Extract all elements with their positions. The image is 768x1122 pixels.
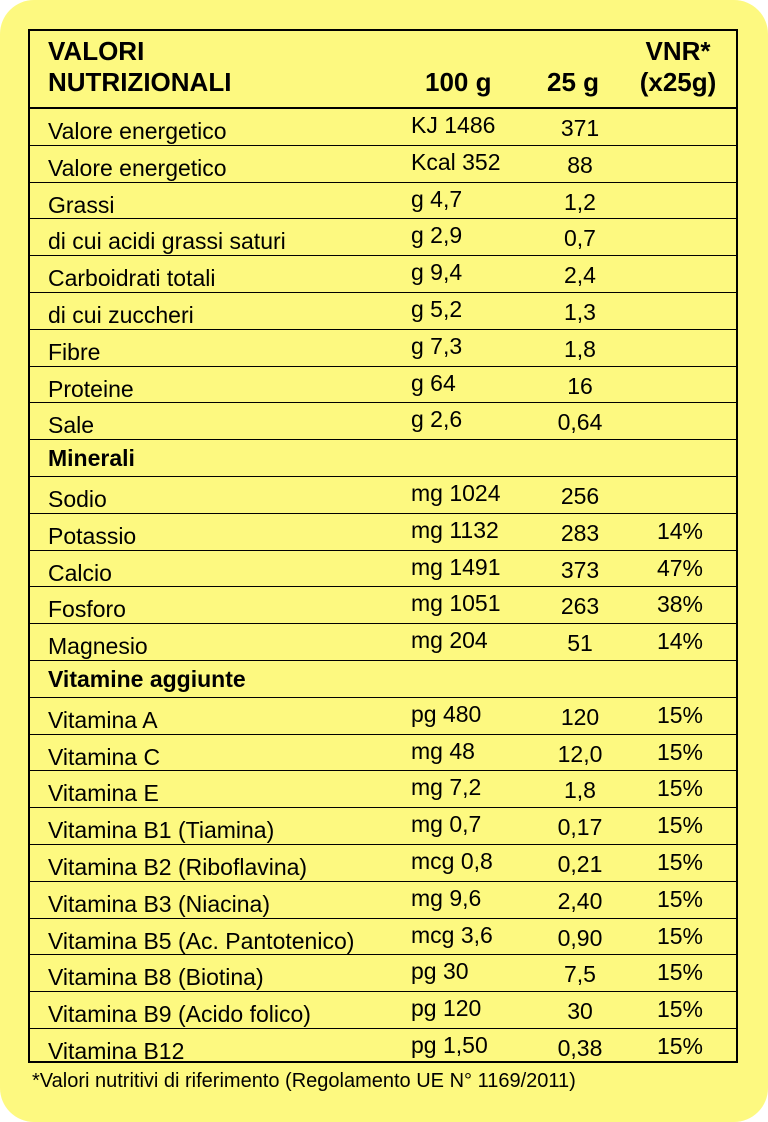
footnote: *Valori nutritivi di riferimento (Regolamento UE N° 1169/2011) <box>32 1070 576 1092</box>
value-vnr: 15% <box>656 959 704 986</box>
table-row <box>30 330 736 367</box>
value-per-100g: mg 9,6 <box>411 884 482 911</box>
value-vnr: 14% <box>656 628 704 655</box>
value-vnr: 38% <box>656 591 704 618</box>
nutrient-name: Magnesio <box>48 633 148 660</box>
table-header <box>30 31 736 109</box>
nutrient-name: Potassio <box>48 522 137 549</box>
nutrient-name: Calcio <box>48 559 112 586</box>
table-row <box>30 146 736 183</box>
value-per-100g: g 4,7 <box>411 185 463 212</box>
table-row <box>30 367 736 404</box>
value-per-100g: g 2,6 <box>411 406 463 433</box>
table-row <box>30 955 736 992</box>
table-row <box>30 477 736 514</box>
value-per-100g: g 2,9 <box>411 222 463 249</box>
nutrient-name: Valore energetico <box>48 154 227 181</box>
value-per-25g: 1,2 <box>564 188 596 215</box>
value-per-25g: 2,4 <box>564 262 596 289</box>
nutrient-name: Proteine <box>48 375 134 402</box>
nutrient-name: Vitamine aggiunte <box>48 666 246 692</box>
value-per-100g: pg 1,50 <box>411 1032 488 1058</box>
value-per-25g: 12,0 <box>557 740 603 767</box>
nutrient-name: Carboidrati totali <box>48 265 216 292</box>
nutrition-table <box>28 29 738 1063</box>
nutrient-name: Vitamina B8 (Biotina) <box>48 964 264 991</box>
value-per-100g: g 9,4 <box>411 259 463 286</box>
nutrient-name: Sale <box>48 412 95 439</box>
value-vnr: 15% <box>656 849 704 875</box>
value-per-100g: KJ 1486 <box>411 112 496 138</box>
value-per-25g: 51 <box>567 630 593 657</box>
table-row <box>30 293 736 330</box>
table-row <box>30 587 736 624</box>
value-vnr: 15% <box>656 1033 704 1059</box>
value-per-100g: g 7,3 <box>411 332 463 359</box>
nutrient-name: Sodio <box>48 486 107 512</box>
value-per-100g: mg 204 <box>411 627 488 654</box>
value-per-25g: 1,3 <box>564 299 596 325</box>
value-per-100g: mg 7,2 <box>411 774 482 801</box>
value-vnr: 14% <box>656 517 704 544</box>
table-row <box>30 624 736 661</box>
value-per-100g: mg 1491 <box>411 553 501 580</box>
section-row <box>30 440 736 477</box>
table-row <box>30 919 736 956</box>
value-vnr: 47% <box>656 554 704 581</box>
value-per-25g: 256 <box>560 483 600 509</box>
value-vnr: 15% <box>656 996 704 1023</box>
value-per-25g: 30 <box>567 998 593 1025</box>
nutrient-name: Vitamina B12 <box>48 1038 185 1064</box>
value-vnr: 15% <box>656 812 704 839</box>
value-per-100g: mg 0,7 <box>411 811 482 838</box>
value-per-25g: 0,90 <box>557 924 603 951</box>
section-row <box>30 661 736 698</box>
table-row <box>30 1029 736 1066</box>
table-row <box>30 109 736 146</box>
value-per-25g: 373 <box>560 556 600 583</box>
table-row <box>30 551 736 588</box>
value-per-100g: g 64 <box>411 369 456 396</box>
value-per-25g: 1,8 <box>564 335 596 362</box>
value-per-25g: 2,40 <box>557 887 603 914</box>
value-per-25g: 7,5 <box>564 961 596 988</box>
value-per-25g: 0,64 <box>557 409 603 436</box>
value-vnr: 15% <box>656 922 704 949</box>
table-row <box>30 845 736 882</box>
value-per-100g: mg 1024 <box>411 480 501 506</box>
value-per-100g: mg 1132 <box>411 516 499 543</box>
value-per-100g: mcg 3,6 <box>411 921 493 948</box>
table-row <box>30 698 736 735</box>
column-header-100g: 100 g <box>425 67 492 97</box>
nutrient-name: Vitamina A <box>48 706 158 733</box>
table-row <box>30 403 736 440</box>
table-row <box>30 183 736 220</box>
value-per-25g: 88 <box>567 151 593 178</box>
table-row <box>30 256 736 293</box>
value-per-25g: 0,7 <box>564 225 596 252</box>
nutrient-name: Vitamina C <box>48 743 161 770</box>
nutrient-name: Fibre <box>48 338 101 365</box>
value-vnr: 15% <box>656 701 704 728</box>
value-per-25g: 263 <box>560 593 600 620</box>
nutrient-name: Vitamina B2 (Riboflavina) <box>48 854 308 880</box>
table-row <box>30 992 736 1029</box>
nutrient-name: Vitamina B9 (Acido folico) <box>48 1001 311 1028</box>
value-vnr: 15% <box>656 738 704 765</box>
table-row <box>30 771 736 808</box>
table-title: VALORI NUTRIZIONALI <box>48 36 232 97</box>
value-per-25g: 371 <box>560 115 600 141</box>
table-row <box>30 882 736 919</box>
value-per-25g: 0,21 <box>557 851 603 877</box>
nutrient-name: Vitamina B1 (Tiamina) <box>48 817 275 844</box>
value-per-25g: 120 <box>560 703 600 730</box>
column-header-25g: 25 g <box>547 67 600 97</box>
nutrient-name: Vitamina E <box>48 780 159 807</box>
nutrient-name: Fosforo <box>48 596 126 623</box>
column-header-vnr: VNR* (x25g) <box>639 36 717 97</box>
table-row <box>30 219 736 256</box>
value-per-100g: pg 480 <box>411 700 482 727</box>
nutrient-name: Vitamina B5 (Ac. Pantotenico) <box>48 927 355 954</box>
value-per-100g: pg 30 <box>411 958 469 985</box>
nutrient-name: Grassi <box>48 191 115 218</box>
table-row <box>30 808 736 845</box>
value-per-100g: mcg 0,8 <box>411 848 493 874</box>
nutrient-name: Valore energetico <box>48 118 227 144</box>
nutrient-name: di cui zuccheri <box>48 302 194 328</box>
nutrient-name: Vitamina B3 (Niacina) <box>48 890 271 917</box>
value-per-25g: 283 <box>560 519 600 546</box>
table-row <box>30 514 736 551</box>
value-per-100g: mg 1051 <box>411 590 501 617</box>
value-per-25g: 0,17 <box>557 814 603 841</box>
value-per-100g: pg 120 <box>411 995 482 1022</box>
table-row <box>30 735 736 772</box>
value-vnr: 15% <box>656 775 704 802</box>
value-per-100g: g 5,2 <box>411 296 463 322</box>
nutrient-name: Minerali <box>48 445 135 472</box>
value-per-25g: 1,8 <box>564 777 596 804</box>
value-per-100g: Kcal 352 <box>411 148 501 175</box>
value-per-100g: mg 48 <box>411 737 475 764</box>
value-per-25g: 16 <box>567 372 593 399</box>
value-per-25g: 0,38 <box>557 1035 603 1061</box>
value-vnr: 15% <box>656 885 704 912</box>
nutrient-name: di cui acidi grassi saturi <box>48 228 286 255</box>
